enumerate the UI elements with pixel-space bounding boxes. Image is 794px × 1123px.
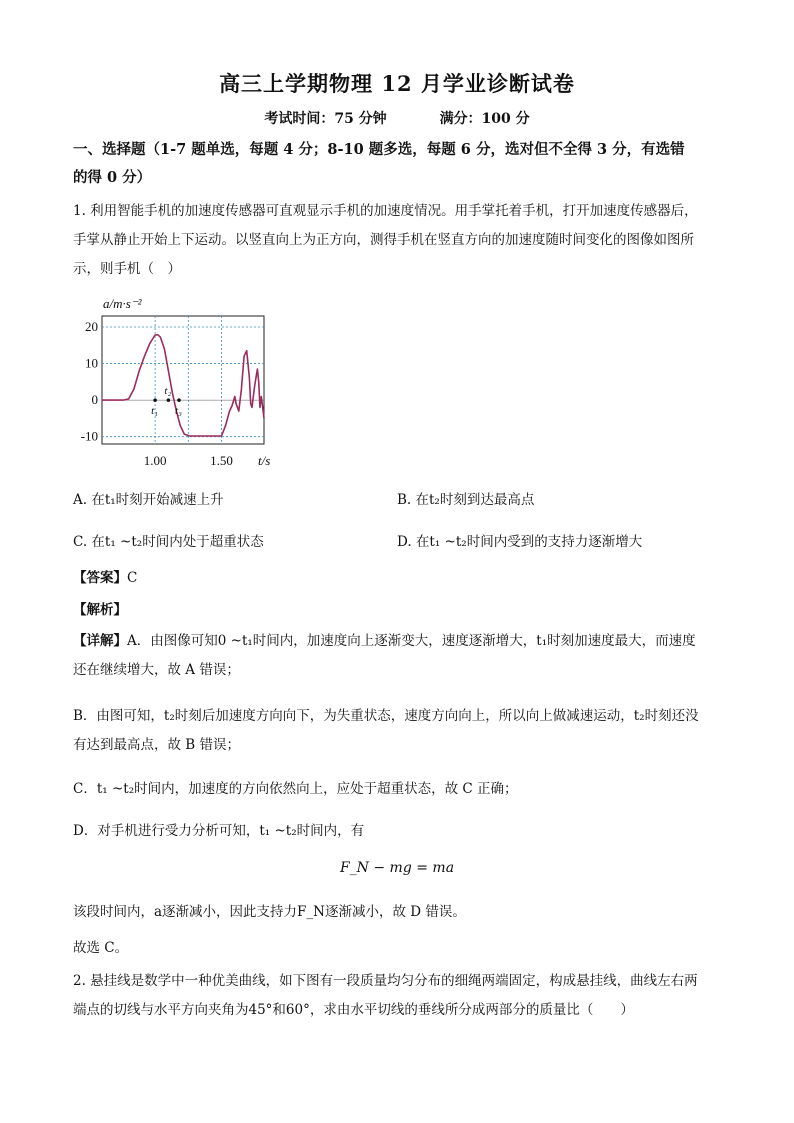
x-tick-label: 1.00: [143, 453, 167, 468]
section-heading-line2: 的得 0 分）: [73, 169, 152, 186]
y-tick-label: 10: [85, 355, 98, 371]
q1-detail-b-line1: B．由图可知，t₂时刻后加速度方向向下，为失重状态，速度方向向上，所以向上做减速运动，t₂时刻还没: [73, 708, 699, 724]
q1-detail-b: [73, 702, 727, 760]
detail-a1-text: A．由图像可知0 ~t₁时间内，加速度向上逐渐变大，速度逐渐增大，t₁时刻加速度最大，而速度: [127, 633, 696, 649]
q1-detail-a: [73, 627, 727, 685]
chart-frame: [102, 316, 264, 444]
y-tick-label: -10: [80, 428, 98, 444]
exam-time: 考试时间：75 分钟: [264, 111, 387, 127]
full-score: 满分：100 分: [439, 111, 530, 127]
q1-after-formula: 该段时间内，a逐渐减小，因此支持力F_N逐渐减小，故 D 错误。: [73, 904, 466, 920]
q2-stem-line1: 2. 悬挂线是数学中一种优美曲线，如下图有一段质量均匀分布的细绳两端固定，构成悬挂线，曲线左右两: [73, 973, 698, 989]
q1-detail-b-line2: 有达到最高点，故 B 错误；: [73, 737, 241, 753]
x-axis-label: t/s: [258, 453, 271, 468]
q1-stem: [73, 197, 727, 284]
answer-label: 【答案】: [73, 570, 127, 586]
q1-answer: [73, 566, 137, 586]
time-marker-dot: [153, 398, 157, 402]
q1-detail-d: D．对手机进行受力分析可知，t₁ ~t₂时间内，有: [73, 823, 365, 839]
q2-stem-line2: 端点的切线与水平方向夹角为45°和60°，求由水平切线的垂线所分成两部分的质量比（ ）: [73, 1002, 634, 1018]
q2-stem: [73, 967, 727, 1025]
q1-stem-line1: 1. 利用智能手机的加速度传感器可直观显示手机的加速度情况。用手掌托着手机，打开加速度传感器后，: [73, 203, 698, 219]
q1-option-c[interactable]: C. 在t₁ ~t₂时间内处于超重状态: [73, 534, 264, 550]
acceleration-curve: [102, 335, 264, 436]
time-marker-dot: [177, 398, 181, 402]
q1-stem-line2: 手掌从静止开始上下运动。以竖直向上为正方向，测得手机在竖直方向的加速度随时间变化的图像如图所: [73, 232, 694, 248]
q1-detail-c: C．t₁ ~t₂时间内，加速度的方向依然向上，应处于超重状态，故 C 正确；: [73, 781, 518, 797]
y-axis-label: a/m·s⁻²: [103, 296, 142, 311]
q1-option-d[interactable]: D. 在t₁ ~t₂时间内受到的支持力逐渐增大: [397, 534, 643, 550]
newton-formula: F_N − mg = ma: [339, 860, 455, 876]
time-marker-dot: [167, 398, 171, 402]
detail-label: 【详解】: [73, 633, 127, 649]
analysis-label: 【解析】: [73, 602, 127, 618]
time-marker-label: t₁: [151, 405, 159, 418]
exam-title: 高三上学期物理 12 月学业诊断试卷: [219, 71, 575, 96]
section-heading-line1: 一、选择题（1-7 题单选，每题 4 分；8-10 题多选，每题 6 分，选对但不全得 3 分，有选错: [73, 141, 685, 158]
q1-option-b[interactable]: B. 在t₂时刻到达最高点: [397, 492, 535, 508]
y-tick-label: 0: [91, 392, 98, 408]
q1-conclusion: 故选 C。: [73, 940, 129, 956]
q1-stem-line3: 示，则手机（ ）: [73, 261, 181, 277]
time-marker-label: t₃: [175, 405, 182, 418]
answer-value: C: [127, 570, 138, 586]
q1-detail-a-line2: 还在继续增大，故 A 错误；: [73, 662, 240, 678]
q1-option-a[interactable]: A. 在t₁时刻开始减速上升: [73, 492, 224, 508]
section-heading: [73, 136, 723, 192]
exam-subtitle: [0, 108, 794, 128]
x-tick-label: 1.50: [210, 453, 233, 468]
y-tick-label: 20: [85, 318, 98, 334]
acceleration-time-chart: [80, 292, 288, 474]
q1-detail-a-line1: [73, 627, 727, 656]
time-marker-label: t₂: [164, 385, 172, 398]
